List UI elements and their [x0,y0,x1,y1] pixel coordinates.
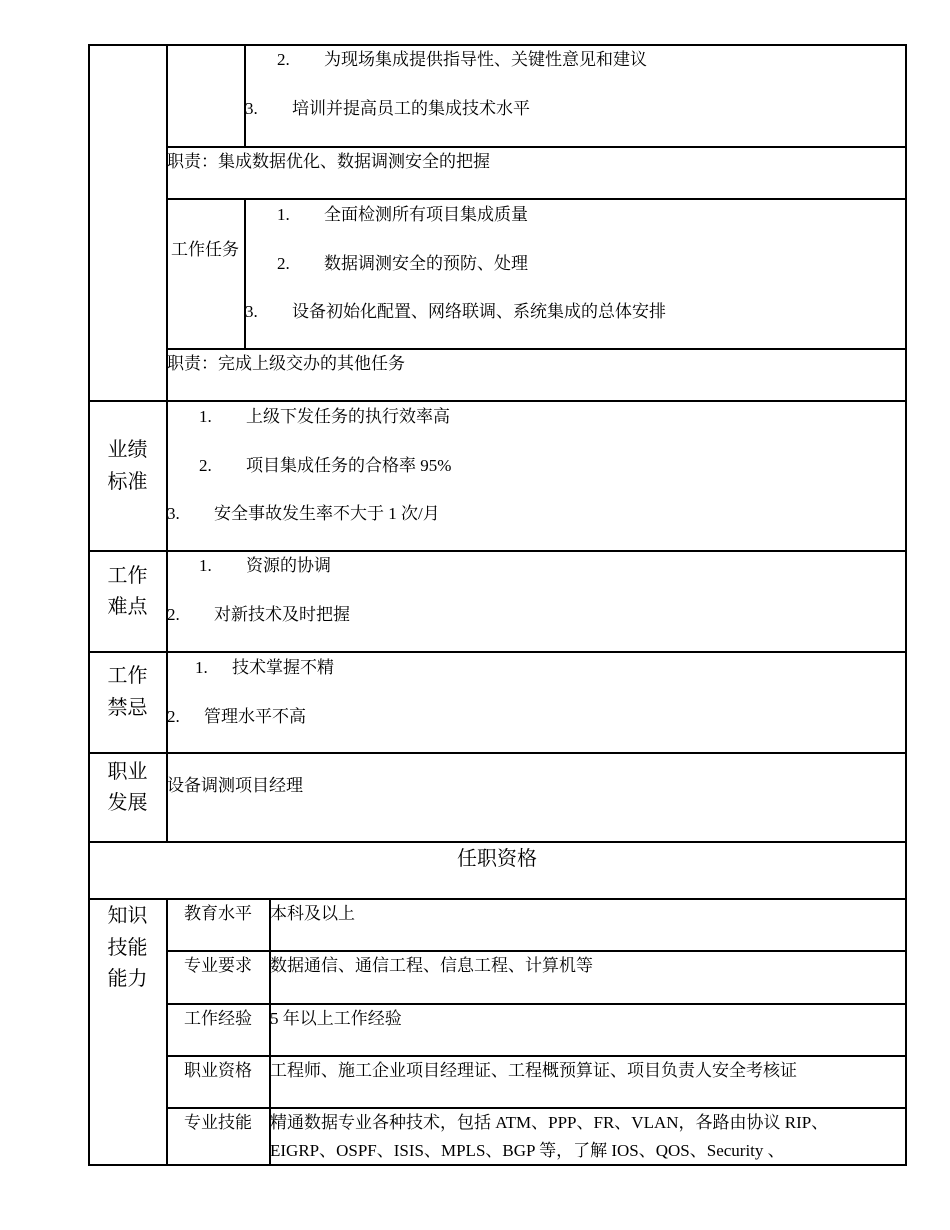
section-label-line2: 技能 [107,937,148,959]
difficulties-label-line1: 工作 [107,565,148,587]
qual-row-label: 专业要求 [184,956,252,975]
work-task-label: 工作任务 [171,240,239,259]
item-num: 1. [195,658,208,677]
career-text: 设备调测项目经理 [167,776,303,795]
duty-text: 职责：完成上级交办的其他任务 [167,354,405,373]
item-text: 对新技术及时把握 [214,605,350,624]
section-label-line1: 知识 [107,905,148,927]
item-text: 资源的协调 [246,556,331,575]
qual-row-value: 5 年以上工作经验 [270,1009,402,1028]
item-num: 1. [199,407,212,426]
taboos-label-line2: 禁忌 [107,697,148,719]
task-num: 1. [277,205,290,224]
item-num: 3. [167,504,180,523]
qualifications-heading: 任职资格 [457,848,537,870]
task-num: 3. [245,302,258,321]
section-label-line3: 能力 [107,968,148,990]
qual-row-value: 工程师、施工企业项目经理证、工程概预算证、项目负责人安全考核证 [270,1061,797,1080]
duty-text: 职责：集成数据优化、数据调测安全的把握 [167,152,490,171]
task-text: 为现场集成提供指导性、关键性意见和建议 [324,50,647,69]
task-num: 2. [277,50,290,69]
performance-label-line1: 业绩 [107,439,148,461]
qual-row-value: 数据通信、通信工程、信息工程、计算机等 [270,956,593,975]
task-text: 设备初始化配置、网络联调、系统集成的总体安排 [292,302,666,321]
task-num: 2. [277,254,290,273]
item-num: 2. [199,456,212,475]
qual-row-label: 工作经验 [184,1009,252,1028]
task-num: 3. [245,99,258,118]
difficulties-label-line2: 难点 [107,596,148,618]
qual-row-label: 教育水平 [184,904,252,923]
taboos-label-line1: 工作 [107,665,148,687]
item-text: 上级下发任务的执行效率高 [246,407,450,426]
item-num: 2. [167,707,180,726]
item-text: 技术掌握不精 [232,658,334,677]
task-text: 数据调测安全的预防、处理 [324,254,528,273]
qual-row-value-line2: EIGRP、OSPF、ISIS、MPLS、BGP 等，了解 IOS、QOS、Security 、 [270,1141,785,1160]
item-text: 管理水平不高 [204,707,306,726]
item-text: 项目集成任务的合格率 95% [246,456,452,475]
qual-row-label: 职业资格 [184,1061,252,1080]
item-text: 安全事故发生率不大于 1 次/月 [214,504,440,523]
career-label-line1: 职业 [107,761,148,783]
career-label-line2: 发展 [107,792,148,814]
qual-row-value-line1: 精通数据专业各种技术，包括 ATM、PPP、FR、VLAN，各路由协议 RIP、 [270,1113,829,1132]
item-num: 1. [199,556,212,575]
performance-label-line2: 标准 [107,471,148,493]
item-num: 2. [167,605,180,624]
qual-row-value: 本科及以上 [270,904,355,923]
qual-row-label: 专业技能 [184,1113,252,1132]
task-text: 培训并提高员工的集成技术水平 [292,99,530,118]
task-text: 全面检测所有项目集成质量 [324,205,528,224]
